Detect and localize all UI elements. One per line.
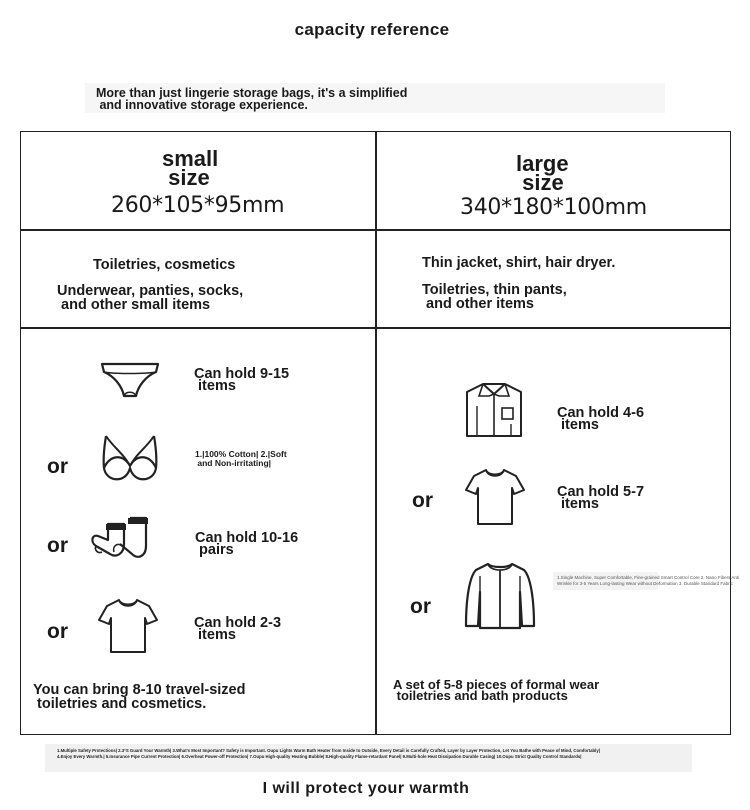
shirt-icon <box>465 382 523 438</box>
small-item-1-capacity: Can hold 9-15 items <box>194 366 290 394</box>
large-use-line1: Thin jacket, shirt, hair dryer. <box>422 255 616 271</box>
or-label: or <box>412 489 433 512</box>
large-bottom-note: A set of 5-8 pieces of formal wear toiletries and bath products <box>393 677 600 703</box>
large-size-dimensions: 340*180*100mm <box>460 195 647 220</box>
panties-icon <box>100 362 160 398</box>
tshirt-icon <box>97 598 159 654</box>
jacket-icon <box>464 562 536 630</box>
or-label: or <box>47 455 68 478</box>
small-use-line2: Underwear, panties, socks, and other small items <box>57 283 244 313</box>
page-title: capacity reference <box>294 20 450 39</box>
bra-icon <box>100 432 160 486</box>
large-item-3-label-bg <box>553 572 740 590</box>
socks-icon <box>90 516 152 562</box>
or-label: or <box>47 534 68 557</box>
row-divider-1 <box>20 229 731 231</box>
large-item-2-capacity: Can hold 5-7 items <box>557 484 645 512</box>
footer-slogan: I will protect your warmth <box>262 780 470 797</box>
or-label: or <box>410 595 431 618</box>
tshirt-icon <box>464 468 526 526</box>
large-item-1-capacity: Can hold 4-6 items <box>557 405 645 433</box>
small-size-name: small size <box>162 146 219 190</box>
intro-banner <box>85 83 665 113</box>
large-item-3-description: 1.Single Machine, Super Comfortable, Fine-grained Smart Control Core 2. Nano Fibers Anti Wrinkle for 3-5 Years Long-lasting Wear without Deformation 3. Durable Standard Fabric <box>557 575 740 586</box>
small-item-2-description: 1.|100% Cotton| 2.|Soft and Non-irritating| <box>195 449 287 468</box>
small-bottom-note: You can bring 8-10 travel-sized toiletries and cosmetics. <box>33 682 246 712</box>
large-use-line2: Toiletries, thin pants, and other items <box>422 282 567 312</box>
fine-print-banner <box>45 744 692 772</box>
fine-print-text: 1.Multiple Safety Protections| 2.3°S Guard Your Warmth| 3.What's Most Important? Safety is Important. Oupu Lights Warm Bath Heater from Inside to Outside, Every Detail is Carefully Crafted, Layer by Layer Protection, Let You Bathe with Peace of Mind, Comfortably| 4.Enjoy Every Warmth.| 5.Insurance Pipe Current Protection| 6.Overheat Power-off Protection| 7.Oupu High-quality Heating Bubble| 8.High-quality Flame-retardant Panel| 9.Multi-hole Heat Dissipation Durable Casing| 10.Oupu Strict Quality Control Standards| <box>57 748 600 759</box>
row-divider-2 <box>20 327 731 329</box>
large-size-name: large size <box>516 151 569 195</box>
small-use-line1: Toiletries, cosmetics <box>93 257 236 273</box>
small-item-3-capacity: Can hold 10-16 pairs <box>195 530 299 558</box>
or-label: or <box>47 620 68 643</box>
small-item-4-capacity: Can hold 2-3 items <box>194 615 282 643</box>
small-size-dimensions: 260*105*95mm <box>111 193 285 218</box>
intro-text: More than just lingerie storage bags, it's a simplified and innovative storage experience. <box>96 86 408 112</box>
column-divider <box>375 131 377 735</box>
